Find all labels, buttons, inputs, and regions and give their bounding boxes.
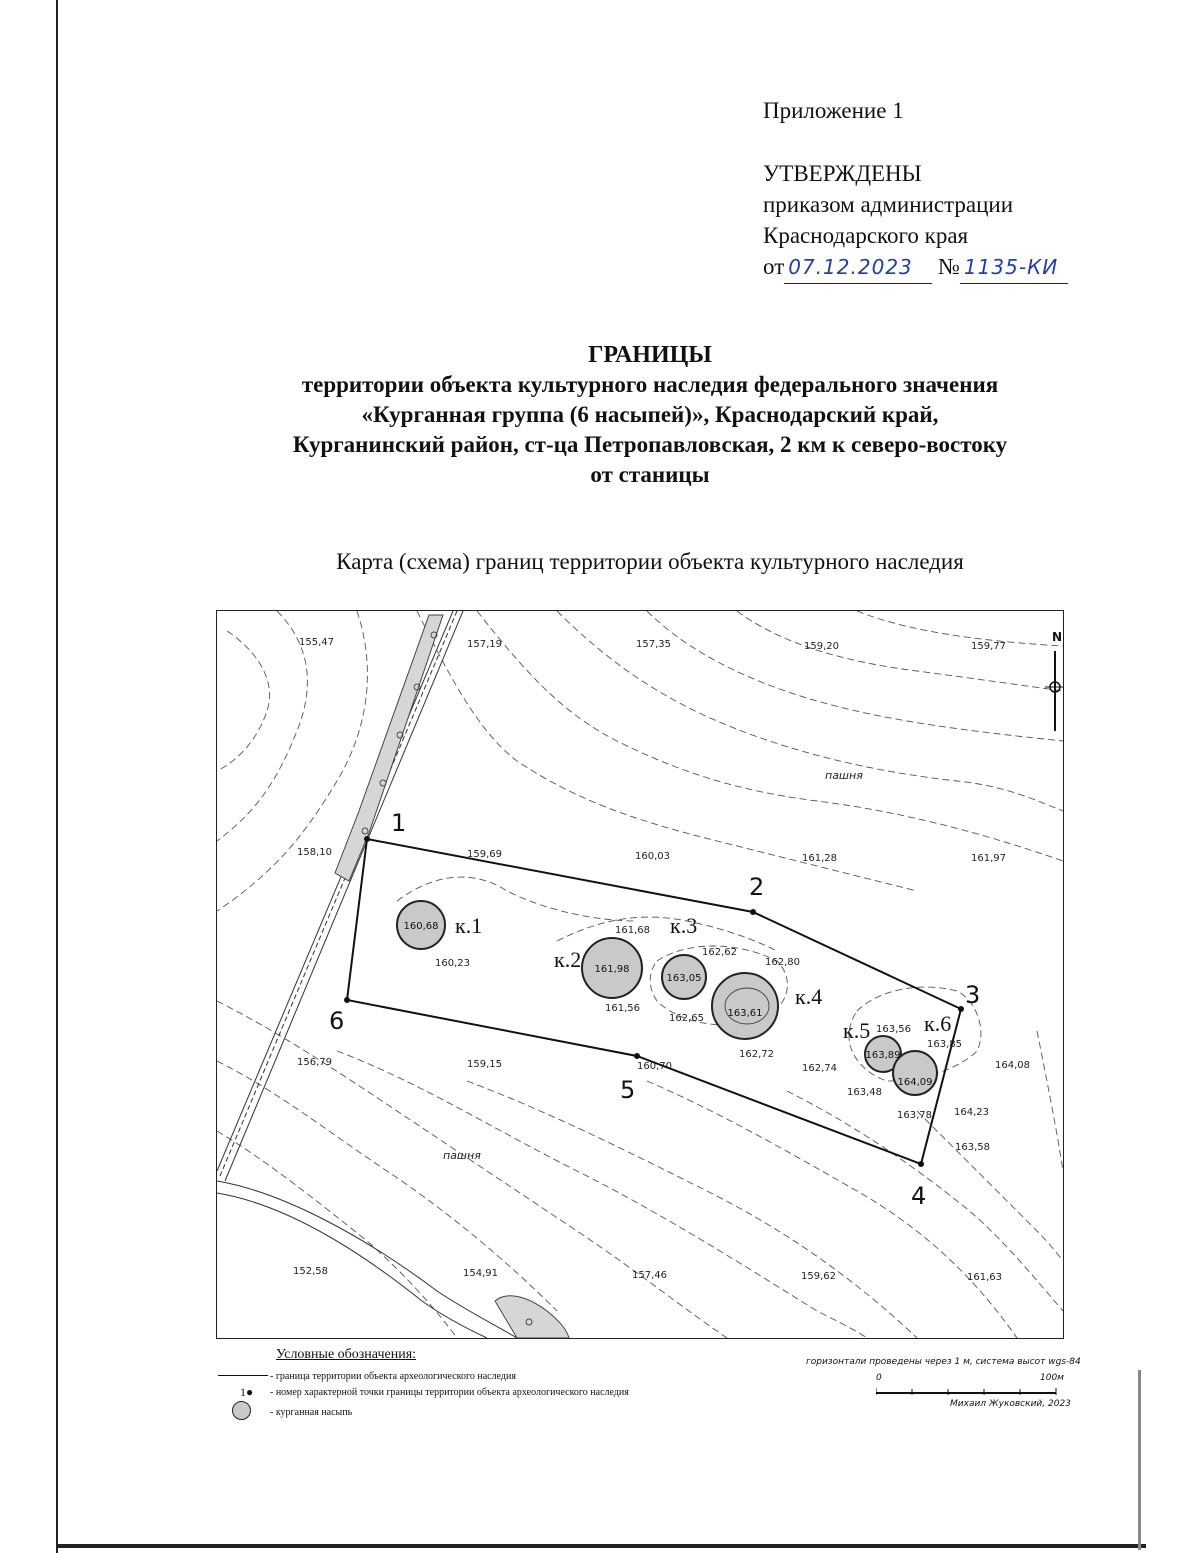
legend-item-text: - номер характерной точки границы территории объекта археологического наследия [270, 1387, 629, 1398]
order-date-number [763, 251, 1068, 284]
mound-symbol [240, 1401, 270, 1423]
road [217, 611, 463, 1181]
spot-elevation: 155,47 [299, 637, 334, 648]
contour-line [737, 611, 1063, 691]
order-number: 1135-КИ [963, 255, 1059, 279]
point-symbol-number: 1 [240, 1385, 246, 1399]
spot-elevation: 156,79 [297, 1057, 332, 1068]
contour-line [1037, 1031, 1063, 1171]
road-edge [225, 611, 463, 1181]
spot-elevation: 162,74 [802, 1063, 837, 1074]
spot-elevation: 163,48 [847, 1087, 882, 1098]
page-bottom-edge [56, 1544, 1146, 1548]
title-main: ГРАНИЦЫ [588, 342, 712, 368]
order-date: 07.12.2023 [788, 255, 913, 279]
vertex-marker [750, 909, 756, 915]
order-line-2: Краснодарского края [763, 223, 969, 248]
contour-line [647, 611, 1063, 741]
legend-item-mound [240, 1401, 352, 1423]
from-label: от [763, 254, 785, 279]
mound-label: к.1 [455, 913, 483, 938]
mound-elev: 163,89 [865, 1050, 901, 1061]
order-number-field [960, 251, 1068, 284]
spot-elevation: 159,15 [467, 1059, 502, 1070]
number-label: № [938, 254, 960, 279]
spot-elevation: 154,91 [463, 1268, 498, 1279]
title-line-3: Курганинский район, ст-ца Петропавловская, 2 км к северо-востоку [292, 432, 1008, 457]
legend-item-text: - курганная насыпь [270, 1406, 353, 1418]
contour-note: горизонтали проведены через 1 м, система высот wgs-84 [806, 1357, 1081, 1367]
spot-elevation: 157,19 [467, 639, 502, 650]
spot-elevation: 152,58 [293, 1266, 328, 1277]
point-number: 4 [911, 1182, 927, 1210]
mound-label: к.5 [843, 1018, 871, 1043]
page-left-edge [56, 0, 58, 1553]
legend-item-point [240, 1385, 629, 1400]
mound-label: к.3 [670, 913, 698, 938]
mound-elev: 163,05 [666, 973, 702, 984]
contour-line [217, 631, 270, 771]
vertex-marker [958, 1006, 964, 1012]
point-number: 1 [391, 809, 407, 837]
approval-block [763, 158, 1068, 284]
spot-elevation: 163,58 [955, 1142, 990, 1153]
point-number: 6 [329, 1007, 345, 1035]
spot-elevation: 159,20 [804, 641, 839, 652]
mound-label: к.4 [795, 984, 823, 1009]
mound-elev: 161,98 [594, 964, 630, 975]
spot-elevation: 162,72 [739, 1049, 774, 1060]
north-label: N [1052, 630, 1063, 644]
spot-elevation: 161,97 [971, 853, 1006, 864]
boundary-map [216, 610, 1064, 1339]
point-symbol: 1● [240, 1385, 254, 1399]
spot-elevation: 161,68 [615, 925, 650, 936]
spot-elevation: 163,78 [897, 1110, 932, 1121]
spot-elevation: 160,03 [635, 851, 670, 862]
spot-elevation: 161,63 [967, 1272, 1002, 1283]
order-line-1: приказом администрации [763, 192, 1014, 217]
spot-elevation: 162,80 [765, 957, 800, 968]
spot-elevation: 159,77 [971, 641, 1006, 652]
spot-elevation: 157,35 [636, 639, 671, 650]
field-label: пашня [443, 1149, 481, 1162]
contour-line [217, 1131, 457, 1338]
spot-elevation: 160,70 [637, 1061, 672, 1072]
point-number: 2 [749, 873, 765, 901]
appendix-label: Приложение 1 [763, 98, 904, 123]
title-line-1: территории объекта культурного наследия федерального значения [301, 372, 999, 397]
vertex-marker [634, 1053, 640, 1059]
mound-label: к.6 [924, 1011, 952, 1036]
contour-line [647, 1081, 1017, 1338]
legend-title: Условные обозначения: [276, 1347, 417, 1362]
road-center [220, 611, 457, 1176]
contour-line [857, 611, 1063, 646]
mound-label: к.2 [554, 947, 582, 972]
tree-belt [335, 615, 443, 881]
contour-line [217, 1061, 557, 1311]
order-date-field [784, 251, 932, 284]
map-canvas [217, 611, 1063, 1338]
point-number: 3 [965, 981, 981, 1009]
approved-heading: УТВЕРЖДЕНЫ [763, 161, 922, 186]
map-caption: Карта (схема) границ территории объекта культурного наследия [336, 549, 964, 574]
mound-elev: 163,61 [727, 1008, 763, 1019]
document-title [200, 340, 1100, 490]
spot-elevation: 162,62 [702, 947, 737, 958]
field-labels [443, 769, 863, 1162]
page-right-shade [1138, 1370, 1141, 1550]
spot-elevation: 158,10 [297, 847, 332, 858]
title-line-2: «Курганная группа (6 насыпей)», Краснодарский край, [361, 402, 939, 427]
scale-max: 100м [1040, 1373, 1064, 1383]
lower-road [217, 1181, 517, 1338]
title-line-4: от станицы [590, 462, 710, 487]
spot-elevation: 161,28 [802, 853, 837, 864]
vertex-marker [364, 836, 370, 842]
spot-elevation: 157,46 [632, 1270, 667, 1281]
spot-elevation: 159,69 [467, 849, 502, 860]
contour-line [217, 611, 307, 841]
spot-elevation: 164,08 [995, 1060, 1030, 1071]
boundary-vertices [344, 836, 964, 1167]
contour-line [917, 1111, 1063, 1261]
spot-elevation: 162,65 [669, 1013, 704, 1024]
scale-zero: 0 [876, 1373, 882, 1383]
contour-line [337, 1051, 867, 1338]
spot-elevation: 164,23 [954, 1107, 989, 1118]
field-label: пашня [825, 769, 863, 782]
spot-elevation: 160,23 [435, 958, 470, 969]
spot-elevation: 159,62 [801, 1271, 836, 1282]
spot-elevation: 163,56 [876, 1024, 911, 1035]
contour-line [467, 1081, 917, 1338]
road-edge [217, 1193, 487, 1338]
mound-k4 [712, 973, 778, 1039]
mound-elev: 160,68 [403, 921, 439, 932]
scale-bar [876, 1385, 1060, 1397]
mound-elev: 164,09 [897, 1077, 933, 1088]
spot-elevation: 163,85 [927, 1039, 962, 1050]
contour-line [557, 917, 777, 951]
point-number: 5 [620, 1076, 636, 1104]
vertex-marker [344, 997, 350, 1003]
spot-elevation: 161,56 [605, 1003, 640, 1014]
legend-item-text: - граница территории объекта археологического наследия [270, 1371, 516, 1383]
map-author: Михаил Жуковский, 2023 [950, 1399, 1071, 1409]
legend-item-boundary [240, 1371, 516, 1382]
vertex-marker [918, 1161, 924, 1167]
contour-line [217, 1001, 727, 1338]
